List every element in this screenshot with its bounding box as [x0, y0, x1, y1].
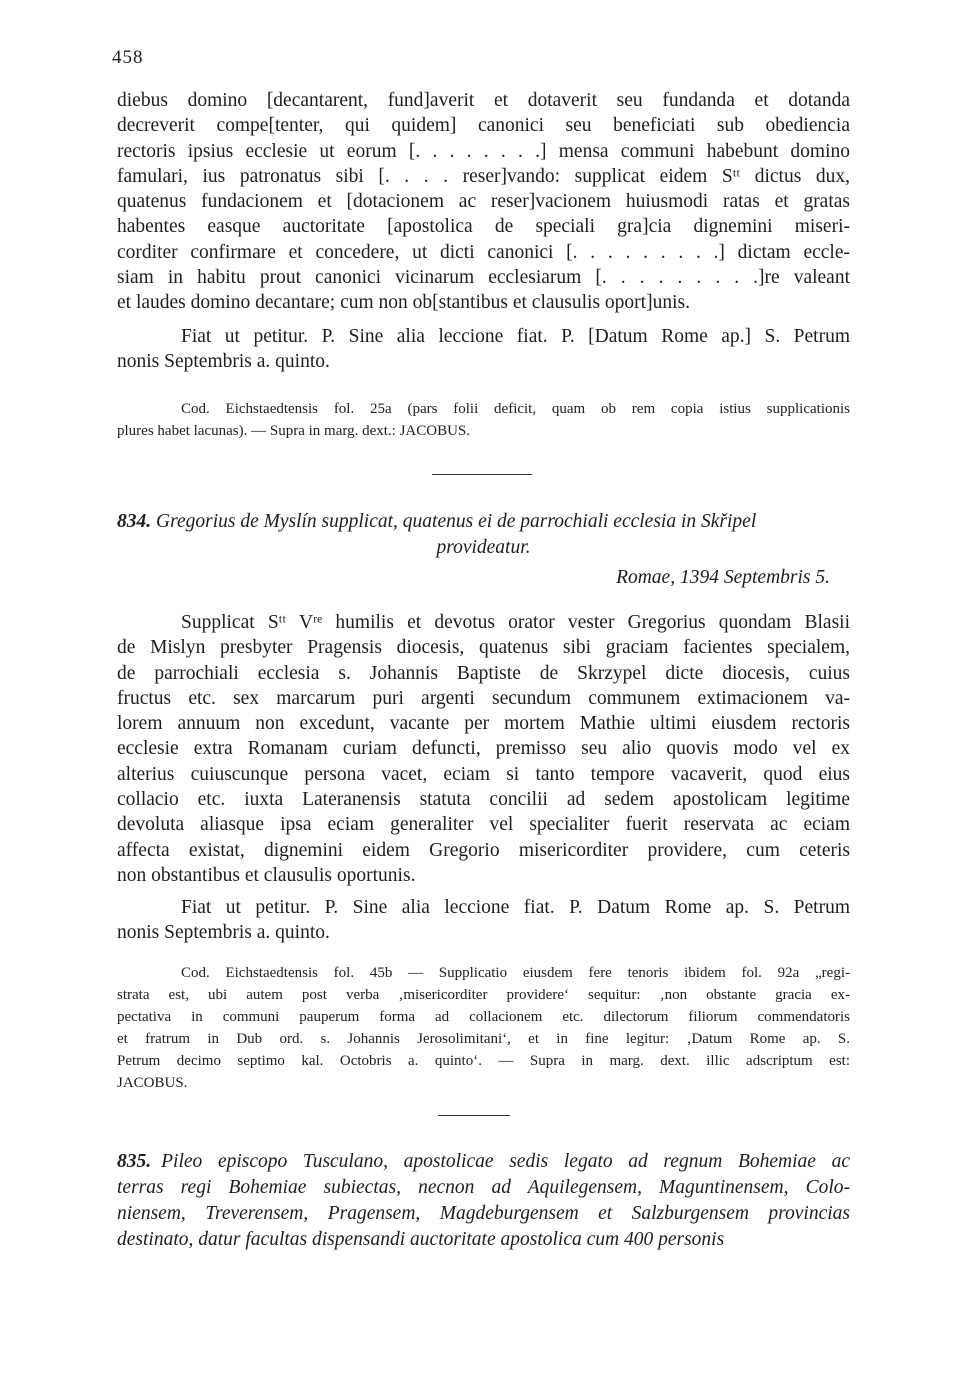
note-line: Petrum decimo septimo kal. Octobris a. quinto‘. — Supra in marg. dext. illic adscriptum est:: [117, 1053, 850, 1069]
text-line: non obstantibus et clausulis oportunis.: [117, 864, 416, 886]
note-line: plures habet lacunas). — Supra in marg. dext.: JACOBUS.: [117, 423, 471, 439]
text-line: lorem annuum non excedunt, vacante per mortem Mathie ultimi eiusdem rectoris: [117, 713, 850, 735]
section-divider: [438, 1115, 510, 1116]
doc-833-fiat: [117, 324, 850, 375]
note-line: pectativa in communi pauperum forma ad collacionem etc. dilectorum filiorum commendatoris: [117, 1009, 850, 1025]
doc-834-heading: [117, 509, 850, 561]
text-line: Supplicat Sᵗᵗ Vʳᵉ humilis et devotus orator vester Gregorius quondam Blasii: [181, 612, 850, 633]
fiat-clause: [117, 324, 850, 375]
text-line: et laudes domino decantare; cum non ob[stantibus et clausulis oport]unis.: [117, 292, 690, 314]
doc-834-paragraph: [117, 610, 850, 888]
text-line: corditer confirmare et concedere, ut dicti canonici [. . . . . . . . .] dictam eccle-: [117, 241, 850, 263]
text-line: collacio etc. iuxta Lateranensis statuta concilii ad sedem apostolicam legitime: [117, 789, 850, 811]
text-line: alterius cuiuscunque persona vacet, eciam si tanto tempore vacaverit, quod eius: [117, 763, 850, 785]
text-line: devoluta aliasque ipsa eciam generaliter vel specialiter fuerit reservata ac eciam: [117, 814, 850, 836]
doc-833-paragraph: [117, 88, 850, 316]
text-line: siam in habitu prout canonici vicinarum ecclesiarum [. . . . . . . . .]re valeant: [117, 267, 850, 289]
text-line: fructus etc. sex marcarum puri argenti secundum communem extimacionem va-: [117, 687, 850, 709]
doc-number: 835.: [117, 1151, 152, 1172]
heading-text: Pileo episcopo Tusculano, apostolicae sedis legato ad regnum Bohemiae ac: [161, 1151, 850, 1172]
doc-834-note: [117, 962, 850, 1094]
text-line: decreverit compe[tenter, qui quidem] canonici seu beneficiati sub obediencia: [117, 115, 850, 137]
heading-line: terras regi Bohemiae subiectas, necnon ad Aquilegensem, Maguntinensem, Colo-: [117, 1177, 850, 1198]
text-line: habentes easque auctoritate [apostolica de speciali gra]cia dignemini miseri-: [117, 216, 850, 238]
note-line: et fratrum in Dub ord. s. Johannis Jerosolimitani‘, et in fine legitur: ‚Datum Rome ap. S.: [117, 1031, 850, 1047]
fiat-line: Fiat ut petitur. P. Sine alia leccione fiat. P. Datum Rome ap. S. Petrum: [181, 897, 850, 918]
doc-835-heading: [117, 1149, 850, 1253]
doc-834-date-row: [117, 567, 850, 593]
page-number: 458: [112, 47, 144, 68]
text-line: de Mislyn presbyter Pragensis diocesis, quatenus sibi graciam facientes specialem,: [117, 637, 850, 659]
doc-834-body: [117, 610, 850, 888]
doc-833-body: [117, 88, 850, 316]
doc-834-fiat: [117, 895, 850, 946]
manuscript-note: [117, 962, 850, 1094]
fiat-line: Fiat ut petitur. P. Sine alia leccione fiat. P. [Datum Rome ap.] S. Petrum: [181, 326, 850, 347]
fiat-line: nonis Septembris a. quinto.: [117, 351, 330, 373]
manuscript-note: [117, 398, 850, 442]
doc-833-note: [117, 398, 850, 442]
document-date: Romae, 1394 Septembris 5.: [616, 567, 830, 588]
text-line: famulari, ius patronatus sibi [. . . . reser]vando: supplicat eidem Sᵗᵗ dictus dux,: [117, 165, 850, 187]
text-line: ecclesie extra Romanam curiam defuncti, premisso seu alio quovis modo vel ex: [117, 738, 850, 760]
heading-line: destinato, datur facultas dispensandi auctoritate apostolica cum 400 personis: [117, 1229, 725, 1250]
note-line: JACOBUS.: [117, 1075, 188, 1091]
fiat-clause: [117, 895, 850, 946]
doc-835-heading-text: [117, 1149, 850, 1253]
heading-line: [117, 1149, 850, 1175]
text-line: quatenus fundacionem et [dotacionem ac reser]vacionem huiusmodi ratas et gratas: [117, 191, 850, 213]
heading-line: provideatur.: [436, 537, 531, 558]
section-divider: [432, 474, 532, 475]
doc-number: 834.: [117, 511, 152, 532]
text-line: diebus domino [decantarent, fund]averit et dotaverit seu fundanda et dotanda: [117, 90, 850, 111]
heading-line: niensem, Treverensem, Pragensem, Magdeburgensem et Salzburgensem provincias: [117, 1203, 850, 1224]
note-line: Cod. Eichstaedtensis fol. 45b — Supplicatio eiusdem fere tenoris ibidem fol. 92a „regi-: [181, 965, 850, 981]
fiat-line: nonis Septembris a. quinto.: [117, 922, 330, 944]
note-line: strata est, ubi autem post verba ‚misericorditer providere‘ sequitur: ‚non obstante gracia ex-: [117, 987, 850, 1003]
note-line: Cod. Eichstaedtensis fol. 25a (pars folii deficit, quam ob rem copia istius supplicationis: [181, 401, 850, 417]
heading-line: Gregorius de Myslín supplicat, quatenus ei de parrochiali ecclesia in Skřipel: [156, 511, 757, 532]
text-line: rectoris ipsius ecclesie ut eorum [. . . . . . . .] mensa communi habebunt domino: [117, 140, 850, 162]
text-line: de parrochiali ecclesia s. Johannis Baptiste de Skrzypel dicte diocesis, cuius: [117, 662, 850, 684]
text-line: affecta existat, dignemini eidem Gregorio misericorditer providere, cum ceteris: [117, 839, 850, 861]
